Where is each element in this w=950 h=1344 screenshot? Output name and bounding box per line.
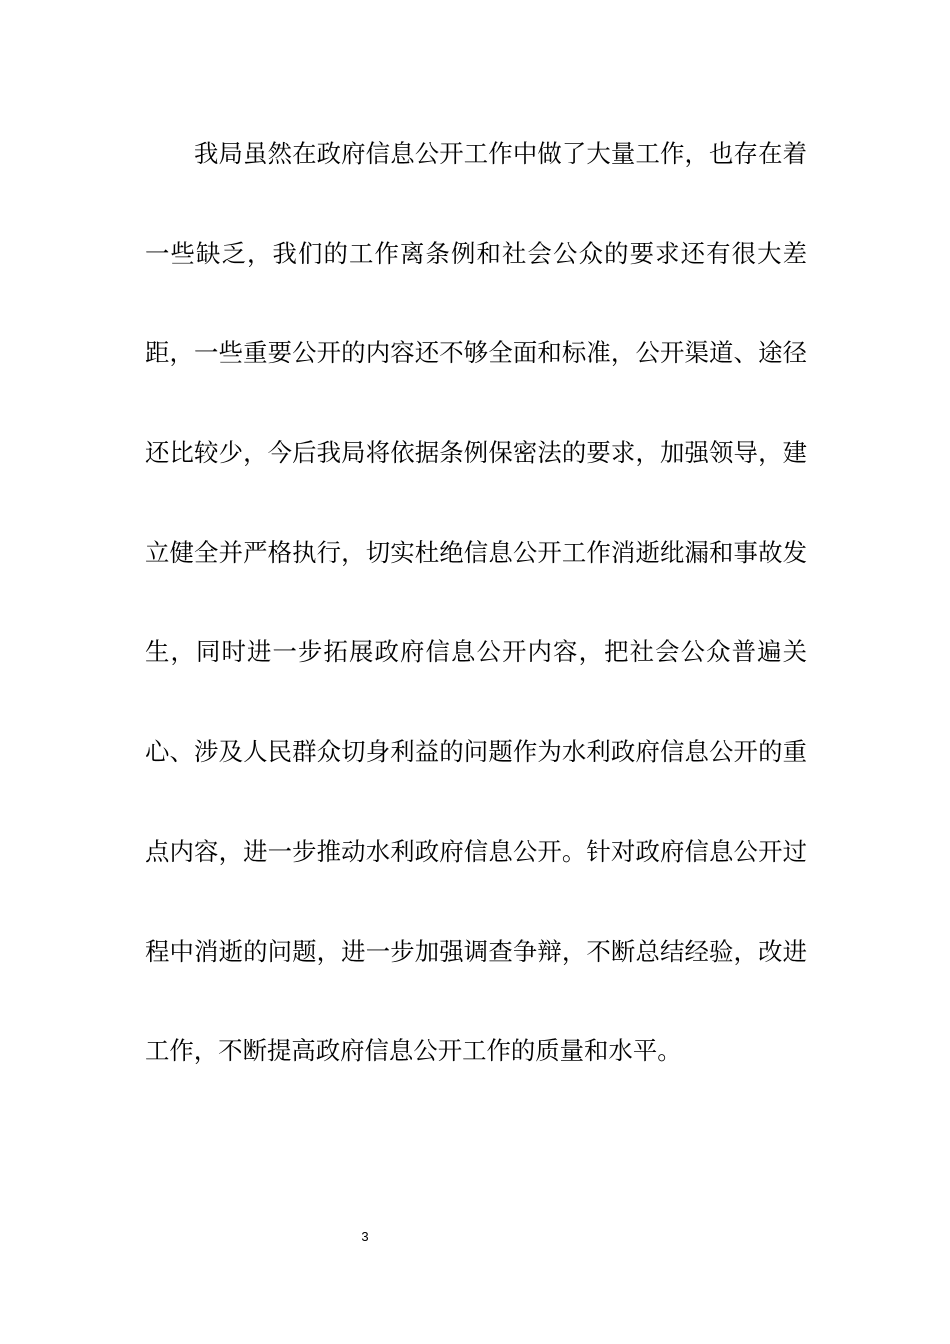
- paragraph-line-6: 生，同时进一步拓展政府信息公开内容，把社会公众普遍关: [145, 637, 807, 667]
- paragraph-line-4: 还比较少，今后我局将依据条例保密法的要求，加强领导，建: [145, 438, 807, 468]
- paragraph-line-5: 立健全并严格执行，切实杜绝信息公开工作消逝纰漏和事故发: [145, 537, 807, 567]
- paragraph-line-3: 距，一些重要公开的内容还不够全面和标准，公开渠道、途径: [145, 338, 807, 368]
- paragraph-line-1: 我局虽然在政府信息公开工作中做了大量工作，也存在着: [194, 139, 807, 168]
- paragraph-line-9: 程中消逝的问题，进一步加强调查争辩，不断总结经验，改进: [145, 936, 807, 966]
- paragraph-line-8: 点内容，进一步推动水利政府信息公开。针对政府信息公开过: [145, 836, 807, 866]
- paragraph-line-10: 工作，不断提高政府信息公开工作的质量和水平。: [145, 1036, 682, 1066]
- paragraph-line-7: 心、涉及人民群众切身利益的问题作为水利政府信息公开的重: [145, 737, 807, 767]
- page-number: 3: [361, 1229, 369, 1244]
- paragraph-line-2: 一些缺乏，我们的工作离条例和社会公众的要求还有很大差: [145, 238, 807, 268]
- body-paragraph: [145, 124, 807, 1121]
